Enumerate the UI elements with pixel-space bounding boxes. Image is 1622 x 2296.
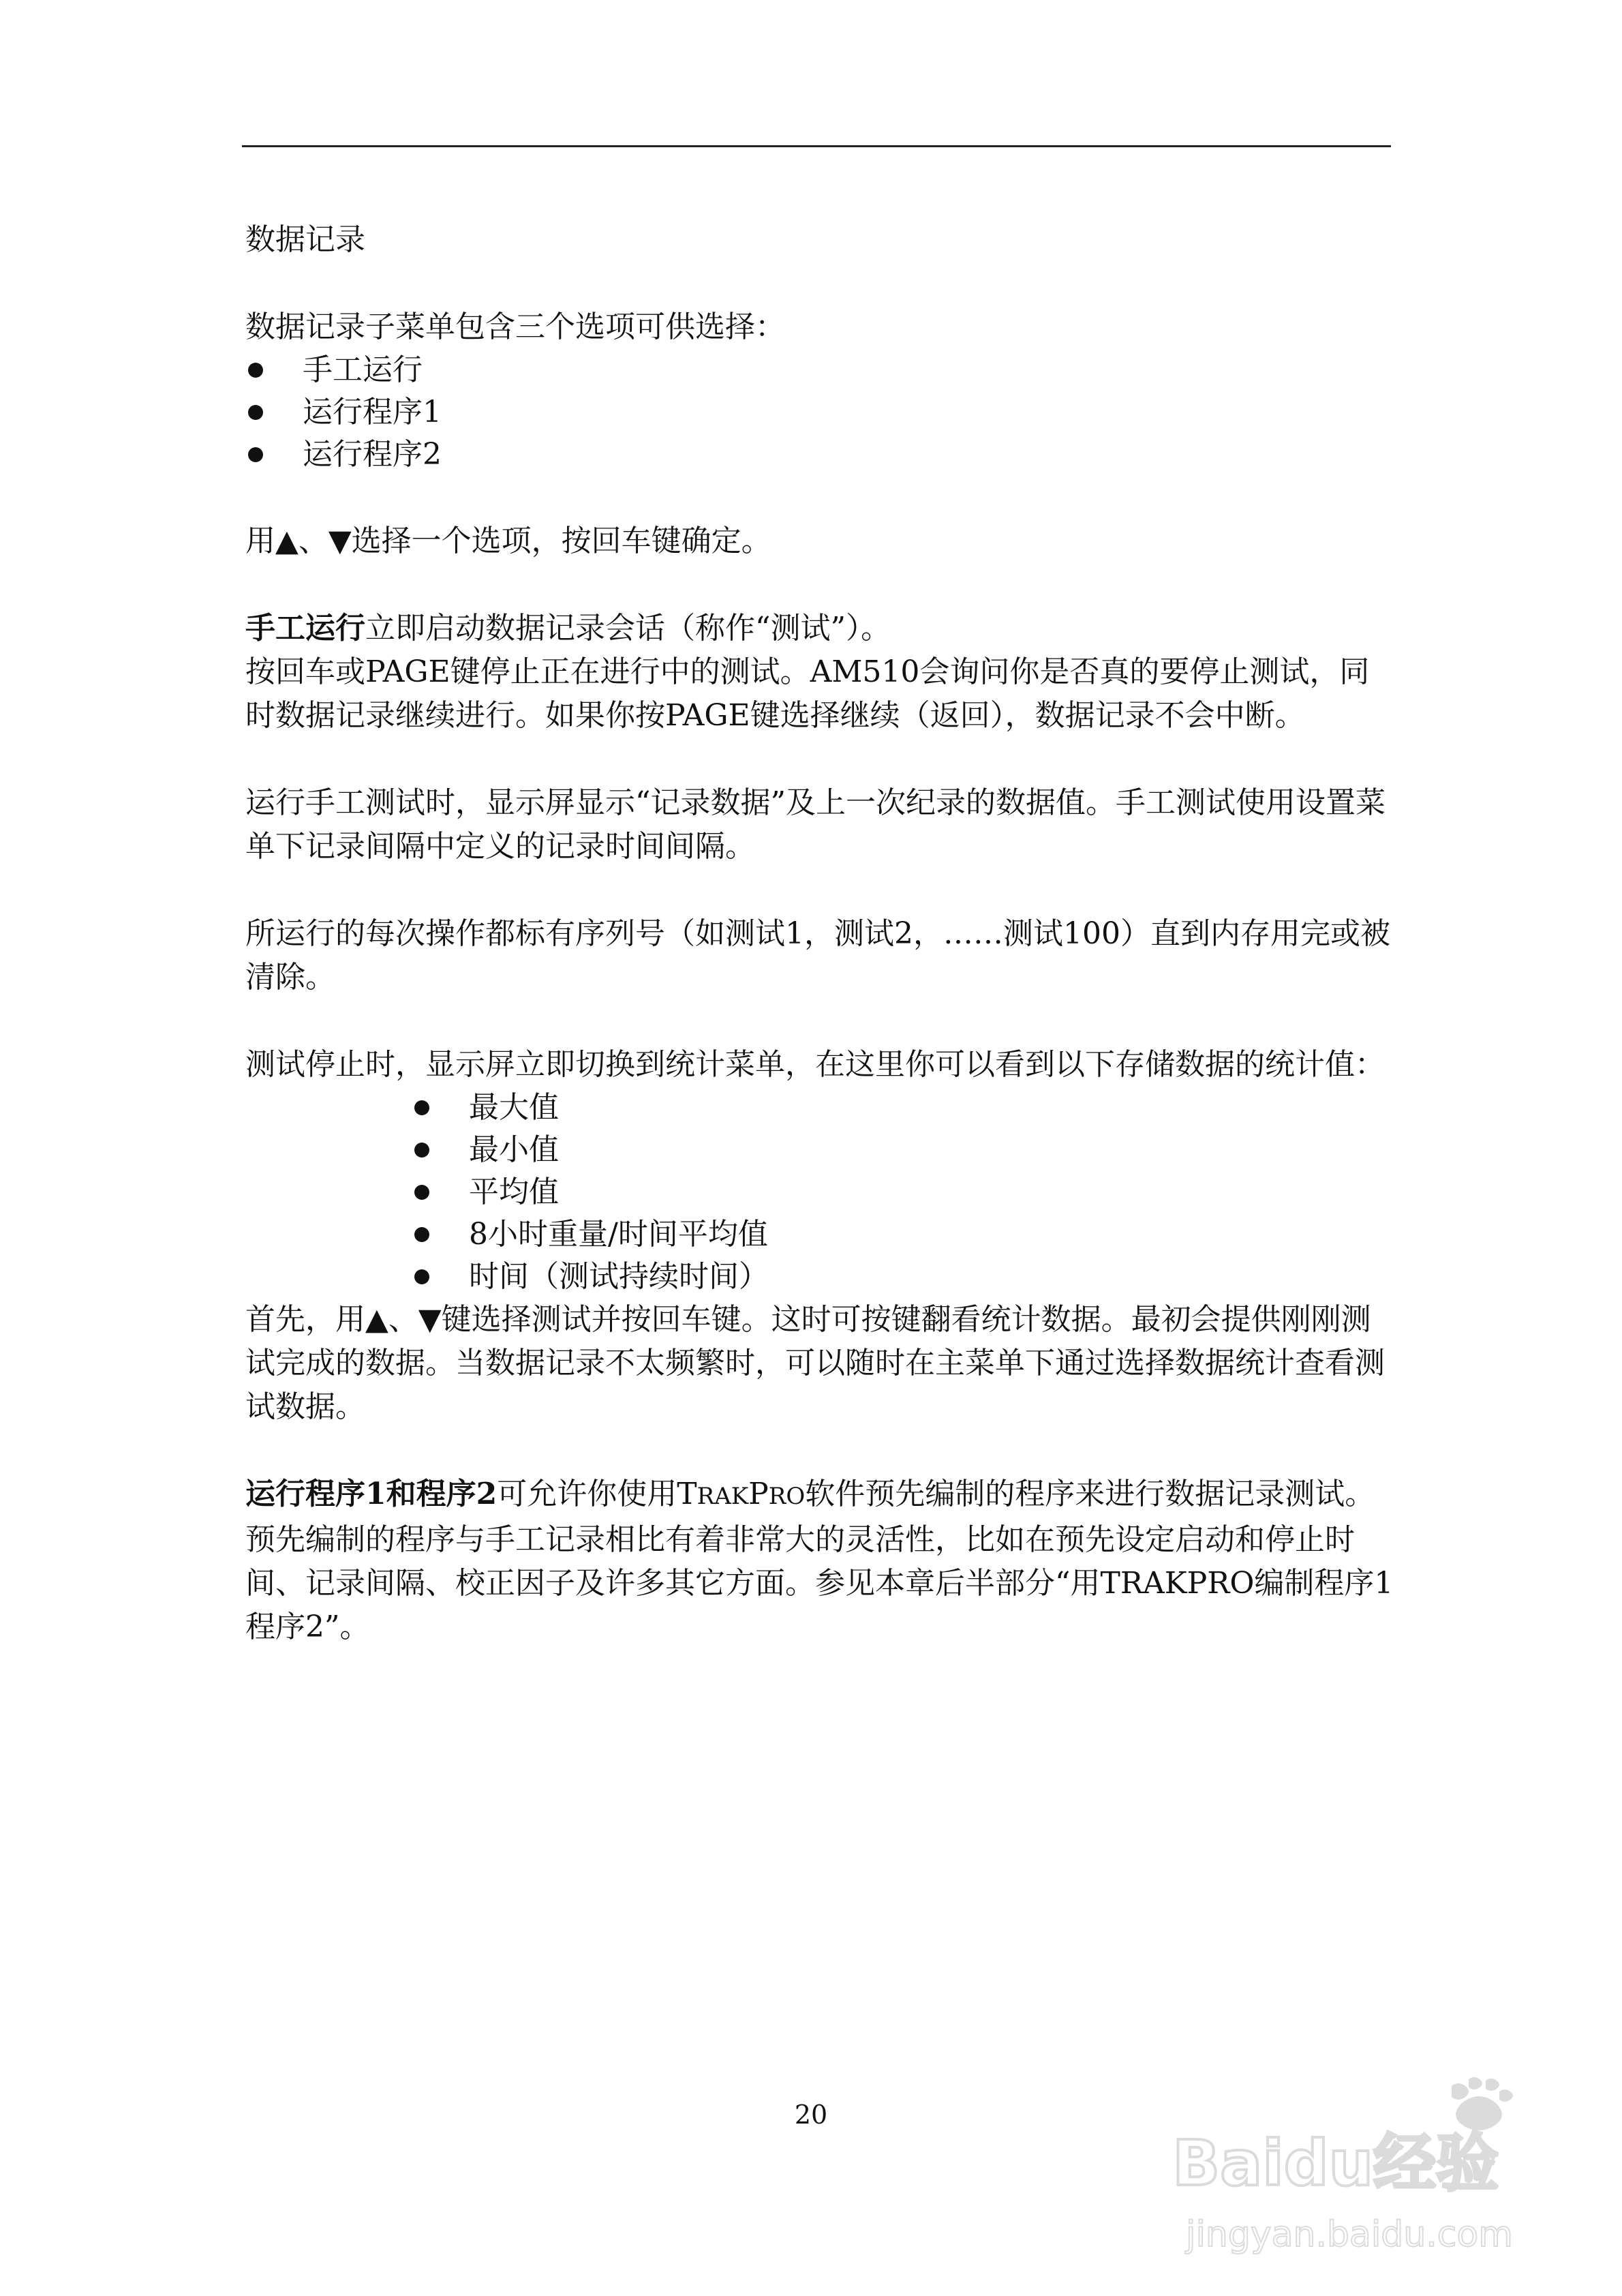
manual-run-stop-text: 按回车或PAGE键停止正在进行中的测试。AM510会询问你是否真的要停止测试，同时数据记录继续进行。如果你按PAGE键选择继续（返回），数据记录不会中断。: [245, 654, 1370, 733]
manual-run-paragraph: [245, 607, 1397, 650]
list-item: [245, 1087, 1397, 1129]
list-item-label: 运行程序1: [303, 395, 442, 429]
page-number: 20: [794, 2100, 828, 2130]
bullet-icon: [414, 1227, 429, 1242]
list-item: [245, 1129, 1397, 1171]
list-item: [245, 1171, 1397, 1213]
manual-display-text: 运行手工测试时，显示屏显示“记录数据”及上一次纪录的数据值。手工测试使用设置菜单下记录间隔中定义的记录时间间隔。: [245, 785, 1386, 864]
section-heading: 数据记录: [245, 222, 365, 257]
list-item: [245, 349, 1397, 391]
programs-text-after: 软件预先编制的程序来进行数据记录测试。预先编制的程序与手工记录相比有着非常大的灵活性，比如在预先设定启动和停止时间、记录间隔、校正因子及许多其它方面。参见本章后半部分“用TRAKPRO编制程序1程序2”。: [245, 1477, 1394, 1644]
stats-items-list: [245, 1087, 1397, 1298]
list-item-label: 手工运行: [303, 352, 423, 387]
menu-options-list: [245, 349, 1397, 476]
bullet-icon: [414, 1143, 429, 1158]
list-item-label: 平均值: [469, 1175, 559, 1209]
list-item: [245, 434, 1397, 476]
spacer: [245, 868, 1397, 912]
intro-text: 数据记录子菜单包含三个选项可供选择：: [245, 309, 785, 344]
list-item-label: 时间（测试持续时间）: [469, 1259, 769, 1294]
programs-text-before: 可允许你使用: [497, 1477, 677, 1511]
select-instruction: 用▲、▼选择一个选项，按回车键确定。: [245, 524, 771, 558]
bullet-icon: [248, 405, 263, 420]
watermark-url-text: jingyan.baidu.com: [1186, 2214, 1513, 2255]
spacer: [245, 1429, 1397, 1472]
spacer: [245, 999, 1397, 1043]
stats-intro-text: 测试停止时，显示屏立即切换到统计菜单，在这里你可以看到以下存储数据的统计值：: [245, 1047, 1385, 1082]
paw-icon: [1452, 2077, 1513, 2130]
list-item-label: 最小值: [469, 1132, 559, 1167]
bullet-icon: [414, 1100, 429, 1115]
watermark-brand-text: Baidu经验: [1172, 2127, 1499, 2200]
programs-paragraph: [245, 1472, 1397, 1649]
list-item: [245, 1256, 1397, 1298]
spacer: [245, 563, 1397, 607]
bullet-icon: [414, 1185, 429, 1200]
list-item: [245, 1213, 1397, 1256]
list-item: [245, 391, 1397, 434]
header-rule: [242, 145, 1391, 147]
bullet-icon: [248, 447, 263, 462]
manual-run-label: 手工运行: [245, 611, 365, 646]
list-item-label: 8小时重量/时间平均值: [469, 1217, 768, 1252]
spacer: [245, 738, 1397, 781]
list-item-label: 最大值: [469, 1090, 559, 1125]
list-item-label: 运行程序2: [303, 437, 442, 472]
stats-usage-text: 首先，用▲、▼键选择测试并按回车键。这时可按键翻看统计数据。最初会提供刚刚测试完成的数据。当数据记录不太频繁时，可以随时在主菜单下通过选择数据统计查看测试数据。: [245, 1302, 1385, 1424]
programs-label: 运行程序1和程序2: [245, 1477, 498, 1511]
baidu-watermark-logo: [1159, 2072, 1567, 2263]
trakpro-brand: TRAKPRO: [677, 1477, 806, 1511]
bullet-icon: [414, 1269, 429, 1284]
bullet-icon: [248, 363, 263, 378]
spacer: [245, 476, 1397, 519]
serial-numbers-text: 所运行的每次操作都标有序列号（如测试1，测试2，……测试100）直到内存用完或被清除。: [245, 916, 1390, 995]
manual-run-line1: 立即启动数据记录会话（称作“测试”）。: [365, 611, 891, 646]
page-content: [245, 218, 1397, 1649]
